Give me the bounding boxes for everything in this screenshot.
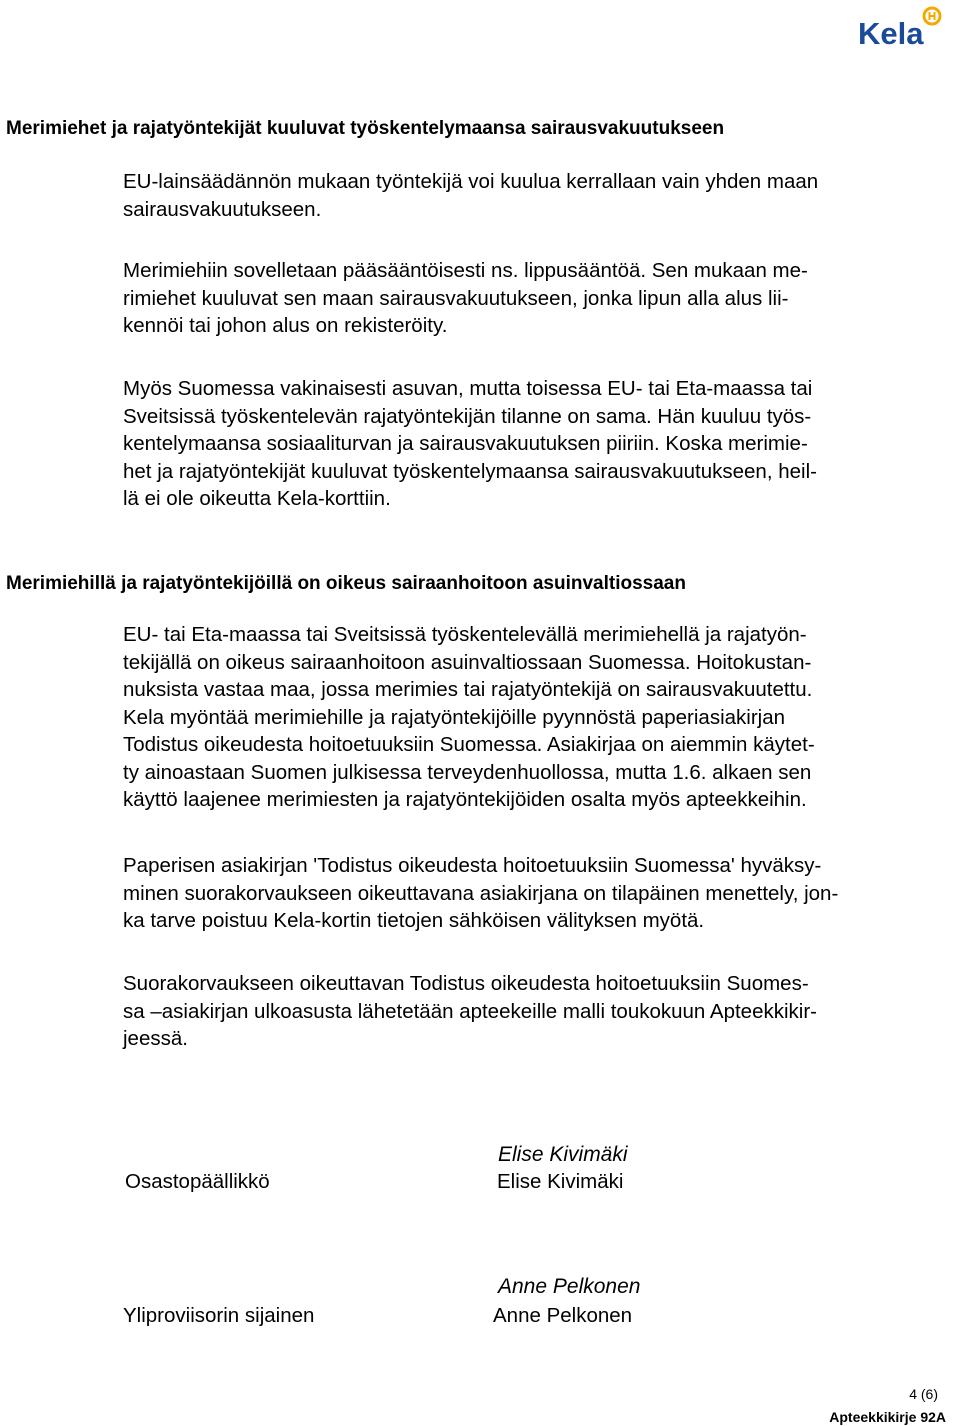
- paragraph-flag-rule: Merimiehiin sovelletaan pääsääntöisesti ns. lippusääntöä. Sen mukaan me- rimiehet kuuluvat sen maan sairausvakuutukseen, jonka lipun alla alus lii- kennöi tai johon alus on rekisteröity.: [123, 259, 808, 337]
- handwritten-signature-1: Elise Kivimäki: [498, 1143, 628, 1166]
- paragraph-border-workers: Myös Suomessa vakinaisesti asuvan, mutta toisessa EU- tai Eta-maassa tai Sveitsissä työskentelevän rajatyöntekijän tilanne on sama. Hän kuuluu työs- kentelymaansa sosiaaliturvan ja sairausvakuutuksen piiriin. Koska merimie- het ja rajatyöntekijät kuuluvat työskentelymaansa sairausvakuutukseen, heil- lä ei ole oikeutta Kela-korttiin.: [123, 377, 817, 510]
- kela-logo-badge-icon: [924, 8, 940, 24]
- signer-name-1: Elise Kivimäki: [497, 1170, 624, 1193]
- signer-title-2: Yliproviisorin sijainen: [123, 1304, 315, 1327]
- handwritten-signature-2: Anne Pelkonen: [498, 1275, 641, 1298]
- document-id: Apteekkikirje 92A: [829, 1409, 946, 1425]
- paragraph-eu-legislation: EU-lainsäädännön mukaan työntekijä voi kuulua kerrallaan vain yhden maan sairausvakuutukseen.: [123, 170, 819, 221]
- signer-name-2: Anne Pelkonen: [493, 1304, 633, 1327]
- paragraph-certificate-model: Suorakorvaukseen oikeuttavan Todistus oikeudesta hoitoetuuksiin Suomes- sa –asiakirjan ulkoasusta lähetetään apteekeille malli toukokuun Apteekkikir- jeessä.: [123, 972, 817, 1050]
- paragraph-paper-certificate: Paperisen asiakirjan 'Todistus oikeudesta hoitoetuuksiin Suomessa' hyväksy- minen suorakorvaukseen oikeuttavana asiakirjana on tilapäinen menettely, jon- ka tarve poistuu Kela-kortin tietojen sähköisen välityksen myötä.: [123, 854, 839, 932]
- section-heading-healthcare-rights: Merimiehillä ja rajatyöntekijöillä on oikeus sairaanhoitoon asuinvaltiossaan: [6, 573, 686, 594]
- signer-title-1: Osastopäällikkö: [125, 1170, 270, 1193]
- kela-logo-text: Kela: [858, 16, 924, 51]
- paragraph-healthcare-rights: EU- tai Eta-maassa tai Sveitsissä työskentelevällä merimiehellä ja rajatyön- tekijällä on oikeus sairaanhoitoon asuinvaltiossaan Suomessa. Hoitokustan- nuksista vastaa maa, jossa merimies tai rajatyöntekijä on sairausvakuutettu. Kela myöntää merimiehille ja rajatyöntekijöille pyynnöstä paperiasiakirjan Todistus oikeudesta hoitoetuuksiin Suomessa. Asiakirjaa on aiemmin käytet- ty ainoastaan Suomen julkisessa terveydenhuollossa, mutta 1.6. alkaen sen käyttö laajenee merimiesten ja rajatyöntekijöiden osalta myös apteekkeihin.: [123, 623, 815, 811]
- kela-logo: [858, 6, 944, 52]
- page-number: 4 (6): [909, 1386, 938, 1402]
- section-heading-membership: Merimiehet ja rajatyöntekijät kuuluvat työskentelymaansa sairausvakuutukseen: [6, 118, 725, 139]
